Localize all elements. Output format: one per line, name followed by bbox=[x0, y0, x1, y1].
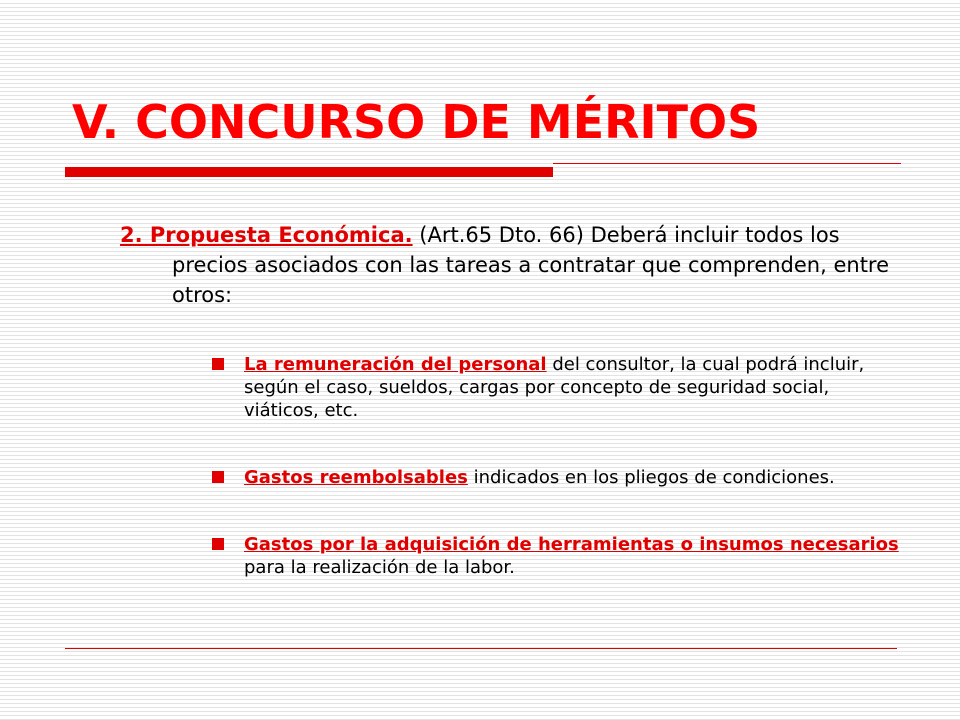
bullet-highlight: Gastos reembolsables bbox=[244, 467, 468, 488]
bullet-item-gastos-herramientas bbox=[212, 533, 902, 579]
title-underline-rule bbox=[553, 163, 901, 164]
bullet-highlight: La remuneración del personal bbox=[244, 354, 547, 375]
bullet-item-gastos-reembolsables bbox=[212, 466, 902, 489]
bullet-item-remuneracion bbox=[212, 353, 902, 422]
intro-text: (Art.65 Dto. 66) Deberá incluir todos los precios asociados con las tareas a contratar que comprenden, entre otros: bbox=[172, 223, 890, 307]
square-bullet-icon bbox=[212, 471, 224, 483]
bullet-text: del consultor, la cual podrá incluir, según el caso, sueldos, cargas por concepto de seguridad social, viáticos, etc. bbox=[244, 354, 865, 421]
square-bullet-icon bbox=[212, 358, 224, 370]
bottom-divider bbox=[65, 648, 897, 649]
bullet-highlight: Gastos por la adquisición de herramientas o insumos necesarios bbox=[244, 534, 899, 555]
intro-heading: 2. Propuesta Económica. bbox=[120, 223, 413, 247]
intro-paragraph bbox=[120, 220, 892, 310]
bullet-text: indicados en los pliegos de condiciones. bbox=[467, 467, 835, 488]
title-underline-bar bbox=[65, 167, 553, 177]
bullet-list bbox=[212, 353, 902, 579]
slide-title: V. CONCURSO DE MÉRITOS bbox=[72, 95, 761, 149]
square-bullet-icon bbox=[212, 538, 224, 550]
bullet-text: para la realización de la labor. bbox=[244, 557, 515, 578]
